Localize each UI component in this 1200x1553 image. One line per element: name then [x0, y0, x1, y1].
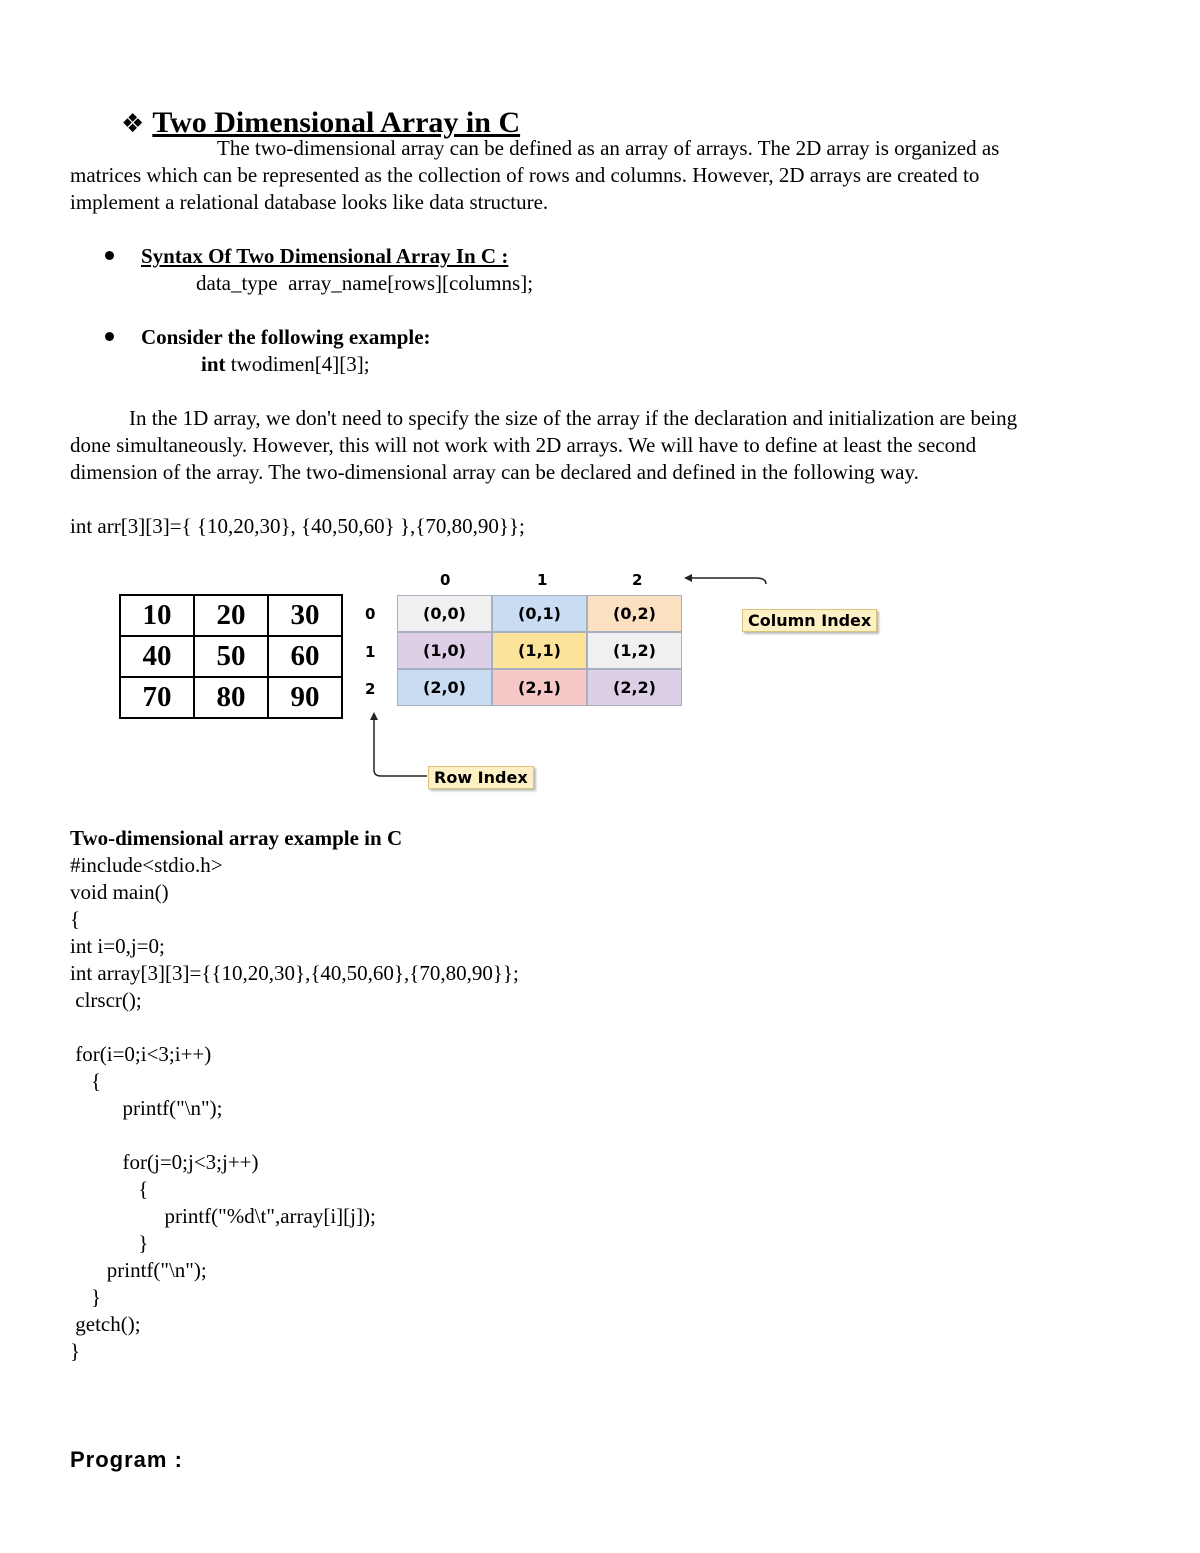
value-cell: 10	[120, 595, 194, 636]
code-line: #include<stdio.h>	[70, 853, 223, 877]
row-header: 2	[365, 680, 376, 698]
intro-line-2: matrices which can be represented as the collection of rows and columns. However, 2D arrays are created to	[70, 163, 980, 187]
bullet-dot	[105, 251, 114, 260]
values-table	[119, 594, 343, 719]
example-declaration: twodimen[4][3];	[225, 352, 370, 376]
row-header: 1	[365, 643, 376, 661]
value-cell: 50	[194, 636, 268, 677]
code-line: {	[70, 1069, 102, 1093]
intro-line-1: The two-dimensional array can be defined as an array of arrays. The 2D array is organized as	[217, 136, 1000, 160]
bullet-dot	[105, 332, 114, 341]
syntax-heading: Syntax Of Two Dimensional Array In C :	[141, 244, 509, 268]
value-cell: 70	[120, 677, 194, 718]
code-line: }	[70, 1339, 81, 1363]
code-line: }	[70, 1231, 149, 1255]
intro-line-3: implement a relational database looks like data structure.	[70, 190, 549, 214]
code-line: printf("\n");	[70, 1096, 223, 1120]
row-header: 0	[365, 605, 376, 623]
diamond-bullet-icon: ❖	[121, 109, 145, 139]
index-cell: (2,2)	[587, 669, 682, 706]
para2-line-2: done simultaneously. However, this will not work with 2D arrays. We will have to define at least the second	[70, 433, 977, 457]
code-line: getch();	[70, 1312, 141, 1336]
column-index-arrow	[680, 570, 780, 610]
index-cell: (0,0)	[397, 595, 492, 632]
code-line: printf("\n");	[70, 1258, 207, 1282]
example-code	[201, 351, 370, 378]
code-line: void main()	[70, 880, 169, 904]
code-line: {	[70, 907, 81, 931]
syntax-code: data_type array_name[rows][columns];	[196, 271, 534, 295]
table-row	[120, 595, 342, 636]
index-cell: (1,1)	[492, 632, 587, 669]
code-line: }	[70, 1285, 102, 1309]
value-cell: 30	[268, 595, 342, 636]
program-label: Program :	[70, 1447, 183, 1472]
index-cell: (0,1)	[492, 595, 587, 632]
code-line: int i=0,j=0;	[70, 934, 165, 958]
code-line: {	[70, 1177, 149, 1201]
column-header: 0	[440, 571, 451, 589]
value-cell: 40	[120, 636, 194, 677]
table-row	[120, 677, 342, 718]
row-index-label: Row Index	[428, 766, 534, 789]
para2-line-1: In the 1D array, we don't need to specify the size of the array if the declaration and initialization are being	[129, 406, 1018, 430]
index-cell: (1,0)	[397, 632, 492, 669]
table-row	[120, 636, 342, 677]
code-line: for(j=0;j<3;j++)	[70, 1150, 259, 1174]
title-text: Two Dimensional Array in C	[152, 106, 521, 139]
column-index-label: Column Index	[742, 609, 877, 632]
column-header: 1	[537, 571, 548, 589]
column-header: 2	[632, 571, 643, 589]
code-line: for(i=0;i<3;i++)	[70, 1042, 212, 1066]
index-cell: (0,2)	[587, 595, 682, 632]
value-cell: 80	[194, 677, 268, 718]
value-cell: 90	[268, 677, 342, 718]
code-line: printf("%d\t",array[i][j]);	[70, 1204, 376, 1228]
index-cell: (1,2)	[587, 632, 682, 669]
value-cell: 20	[194, 595, 268, 636]
example-heading: Consider the following example:	[141, 325, 431, 349]
int-keyword: int	[201, 352, 226, 376]
value-cell: 60	[268, 636, 342, 677]
code-line: clrscr();	[70, 988, 142, 1012]
index-cell: (2,1)	[492, 669, 587, 706]
index-cell: (2,0)	[397, 669, 492, 706]
page-title	[106, 72, 520, 140]
row-index-arrow	[365, 708, 435, 784]
code-line: int array[3][3]={{10,20,30},{40,50,60},{70,80,90}};	[70, 961, 519, 985]
para2-line-3: dimension of the array. The two-dimensional array can be declared and defined in the following way.	[70, 460, 919, 484]
array-declaration: int arr[3][3]={ {10,20,30}, {40,50,60} },{70,80,90}};	[70, 514, 525, 538]
code-heading: Two-dimensional array example in C	[70, 826, 403, 850]
